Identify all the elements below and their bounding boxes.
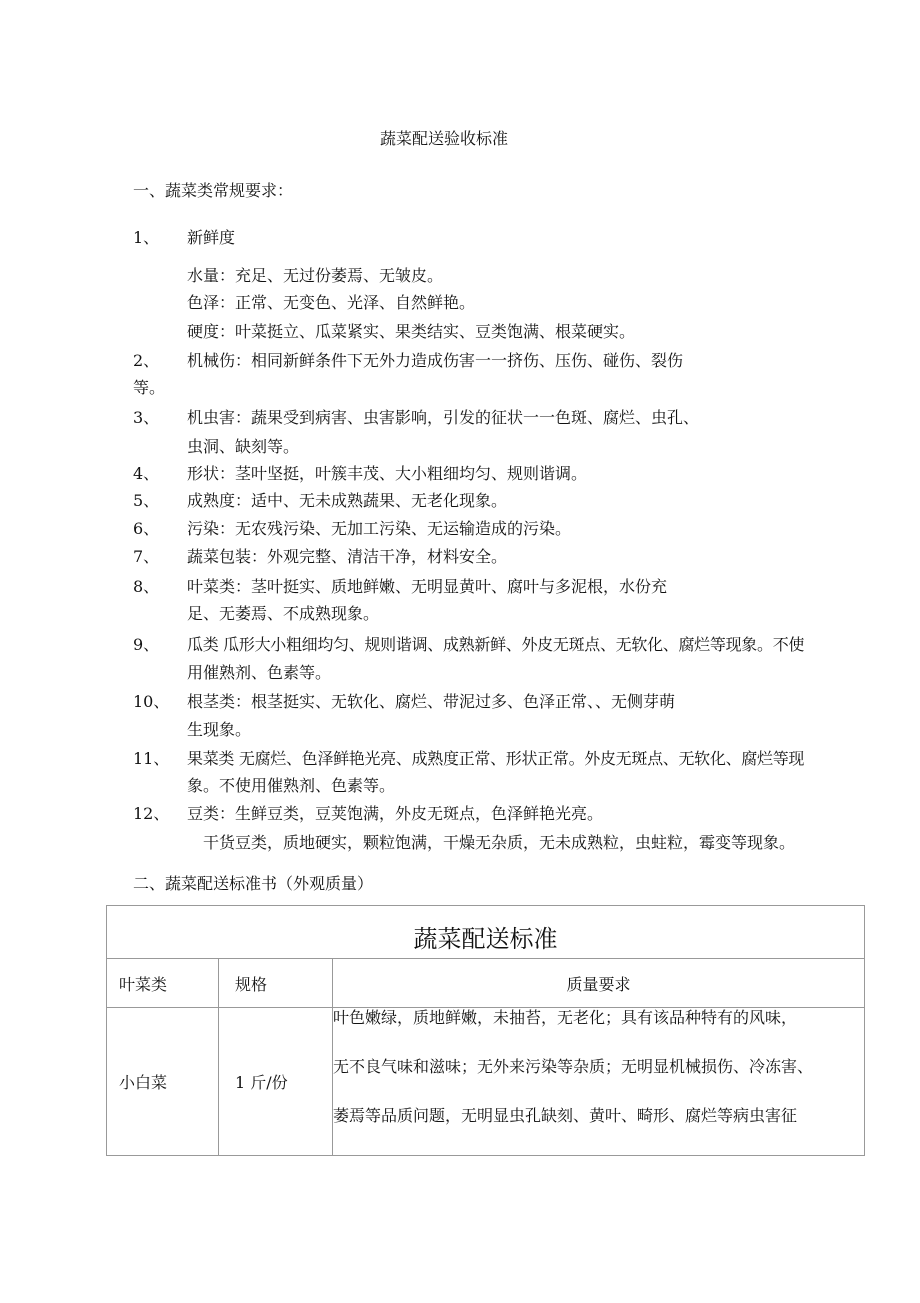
item-text: 水量：充足、无过份萎焉、无皱皮。: [187, 266, 444, 285]
cell-spec: 1 斤/份: [219, 1008, 333, 1156]
item-number: 5、: [133, 491, 160, 510]
page-title: 蔬菜配送验收标准: [380, 129, 509, 148]
item-text: 成熟度：适中、无未成熟蔬果、无老化现象。: [187, 491, 508, 510]
item-text: 新鲜度: [187, 228, 236, 247]
item-number: 3、: [133, 408, 160, 427]
item-text: 机虫害：蔬果受到病害、虫害影响，引发的征状一一色斑、腐烂、虫孔、: [187, 408, 700, 427]
item-number: 12、: [133, 804, 170, 823]
item-text: 瓜类 瓜形大小粗细均匀、规则谐调、成熟新鲜、外皮无斑点、无软化、腐烂等现象。不使: [187, 635, 805, 654]
item-text: 豆类：生鲜豆类，豆荚饱满，外皮无斑点，色泽鲜艳光亮。: [187, 804, 604, 823]
item-number: 7、: [133, 547, 160, 566]
item-text: 机械伤：相同新鲜条件下无外力造成伤害一一挤伤、压伤、碰伤、裂伤: [187, 351, 684, 370]
table-title: 蔬菜配送标准: [107, 906, 865, 959]
item-text: 蔬菜包装：外观完整、清洁干净，材料安全。: [187, 547, 508, 566]
cell-name: 小白菜: [107, 1008, 219, 1156]
item-number: 1、: [133, 228, 160, 247]
requirement-line: 萎焉等品质问题，无明显虫孔缺刻、黄叶、畸形、腐烂等病虫害征: [333, 1106, 798, 1125]
item-text: 色泽：正常、无变色、光泽、自然鲜艳。: [187, 293, 476, 312]
table-row: [107, 1008, 865, 1156]
header-requirements: 质量要求: [333, 959, 865, 1008]
item-text: 叶菜类：茎叶挺实、质地鲜嫩、无明显黄叶、腐叶与多泥根，水份充: [187, 577, 668, 596]
item-text: 虫洞、缺刻等。: [187, 437, 300, 456]
item-text: 用催熟剂、色素等。: [187, 663, 332, 682]
header-spec: 规格: [219, 959, 333, 1008]
item-text: 等。: [133, 378, 166, 397]
item-number: 9、: [133, 635, 160, 654]
item-text: 足、无萎焉、不成熟现象。: [187, 604, 380, 623]
standards-table: [106, 905, 865, 1156]
item-text: 象。不使用催熟剂、色素等。: [187, 776, 396, 795]
item-number: 11、: [133, 749, 170, 768]
item-text: 干货豆类，质地硬实，颗粒饱满，干燥无杂质，无未成熟粒，虫蛀粒，霉变等现象。: [203, 833, 796, 852]
section-heading-1: 一、蔬菜类常规要求：: [133, 181, 294, 200]
requirement-line: 叶色嫩绿，质地鲜嫩，未抽苔，无老化；具有该品种特有的风味，: [333, 1008, 798, 1027]
section-heading-2: 二、蔬菜配送标准书（外观质量）: [133, 874, 374, 893]
item-number: 8、: [133, 577, 160, 596]
requirement-line: 无不良气味和滋味；无外来污染等杂质；无明显机械损伤、冷冻害、: [333, 1057, 814, 1076]
item-text: 果菜类 无腐烂、色泽鲜艳光亮、成熟度正常、形状正常。外皮无斑点、无软化、腐烂等现: [187, 749, 805, 768]
item-text: 形状：茎叶坚挺，叶簇丰茂、大小粗细均匀、规则谐调。: [187, 464, 588, 483]
item-number: 6、: [133, 519, 160, 538]
item-number: 2、: [133, 351, 160, 370]
cell-requirements: [333, 1008, 865, 1156]
item-text: 污染：无农残污染、无加工污染、无运输造成的污染。: [187, 519, 572, 538]
item-number: 4、: [133, 464, 160, 483]
item-text: 根茎类：根茎挺实、无软化、腐烂、带泥过多、色泽正常、、无侧芽萌: [187, 692, 676, 711]
item-text: 硬度：叶菜挺立、瓜菜紧实、果类结实、豆类饱满、根菜硬实。: [187, 322, 636, 341]
header-category: 叶菜类: [107, 959, 219, 1008]
item-number: 10、: [133, 692, 170, 711]
item-text: 生现象。: [187, 720, 252, 739]
